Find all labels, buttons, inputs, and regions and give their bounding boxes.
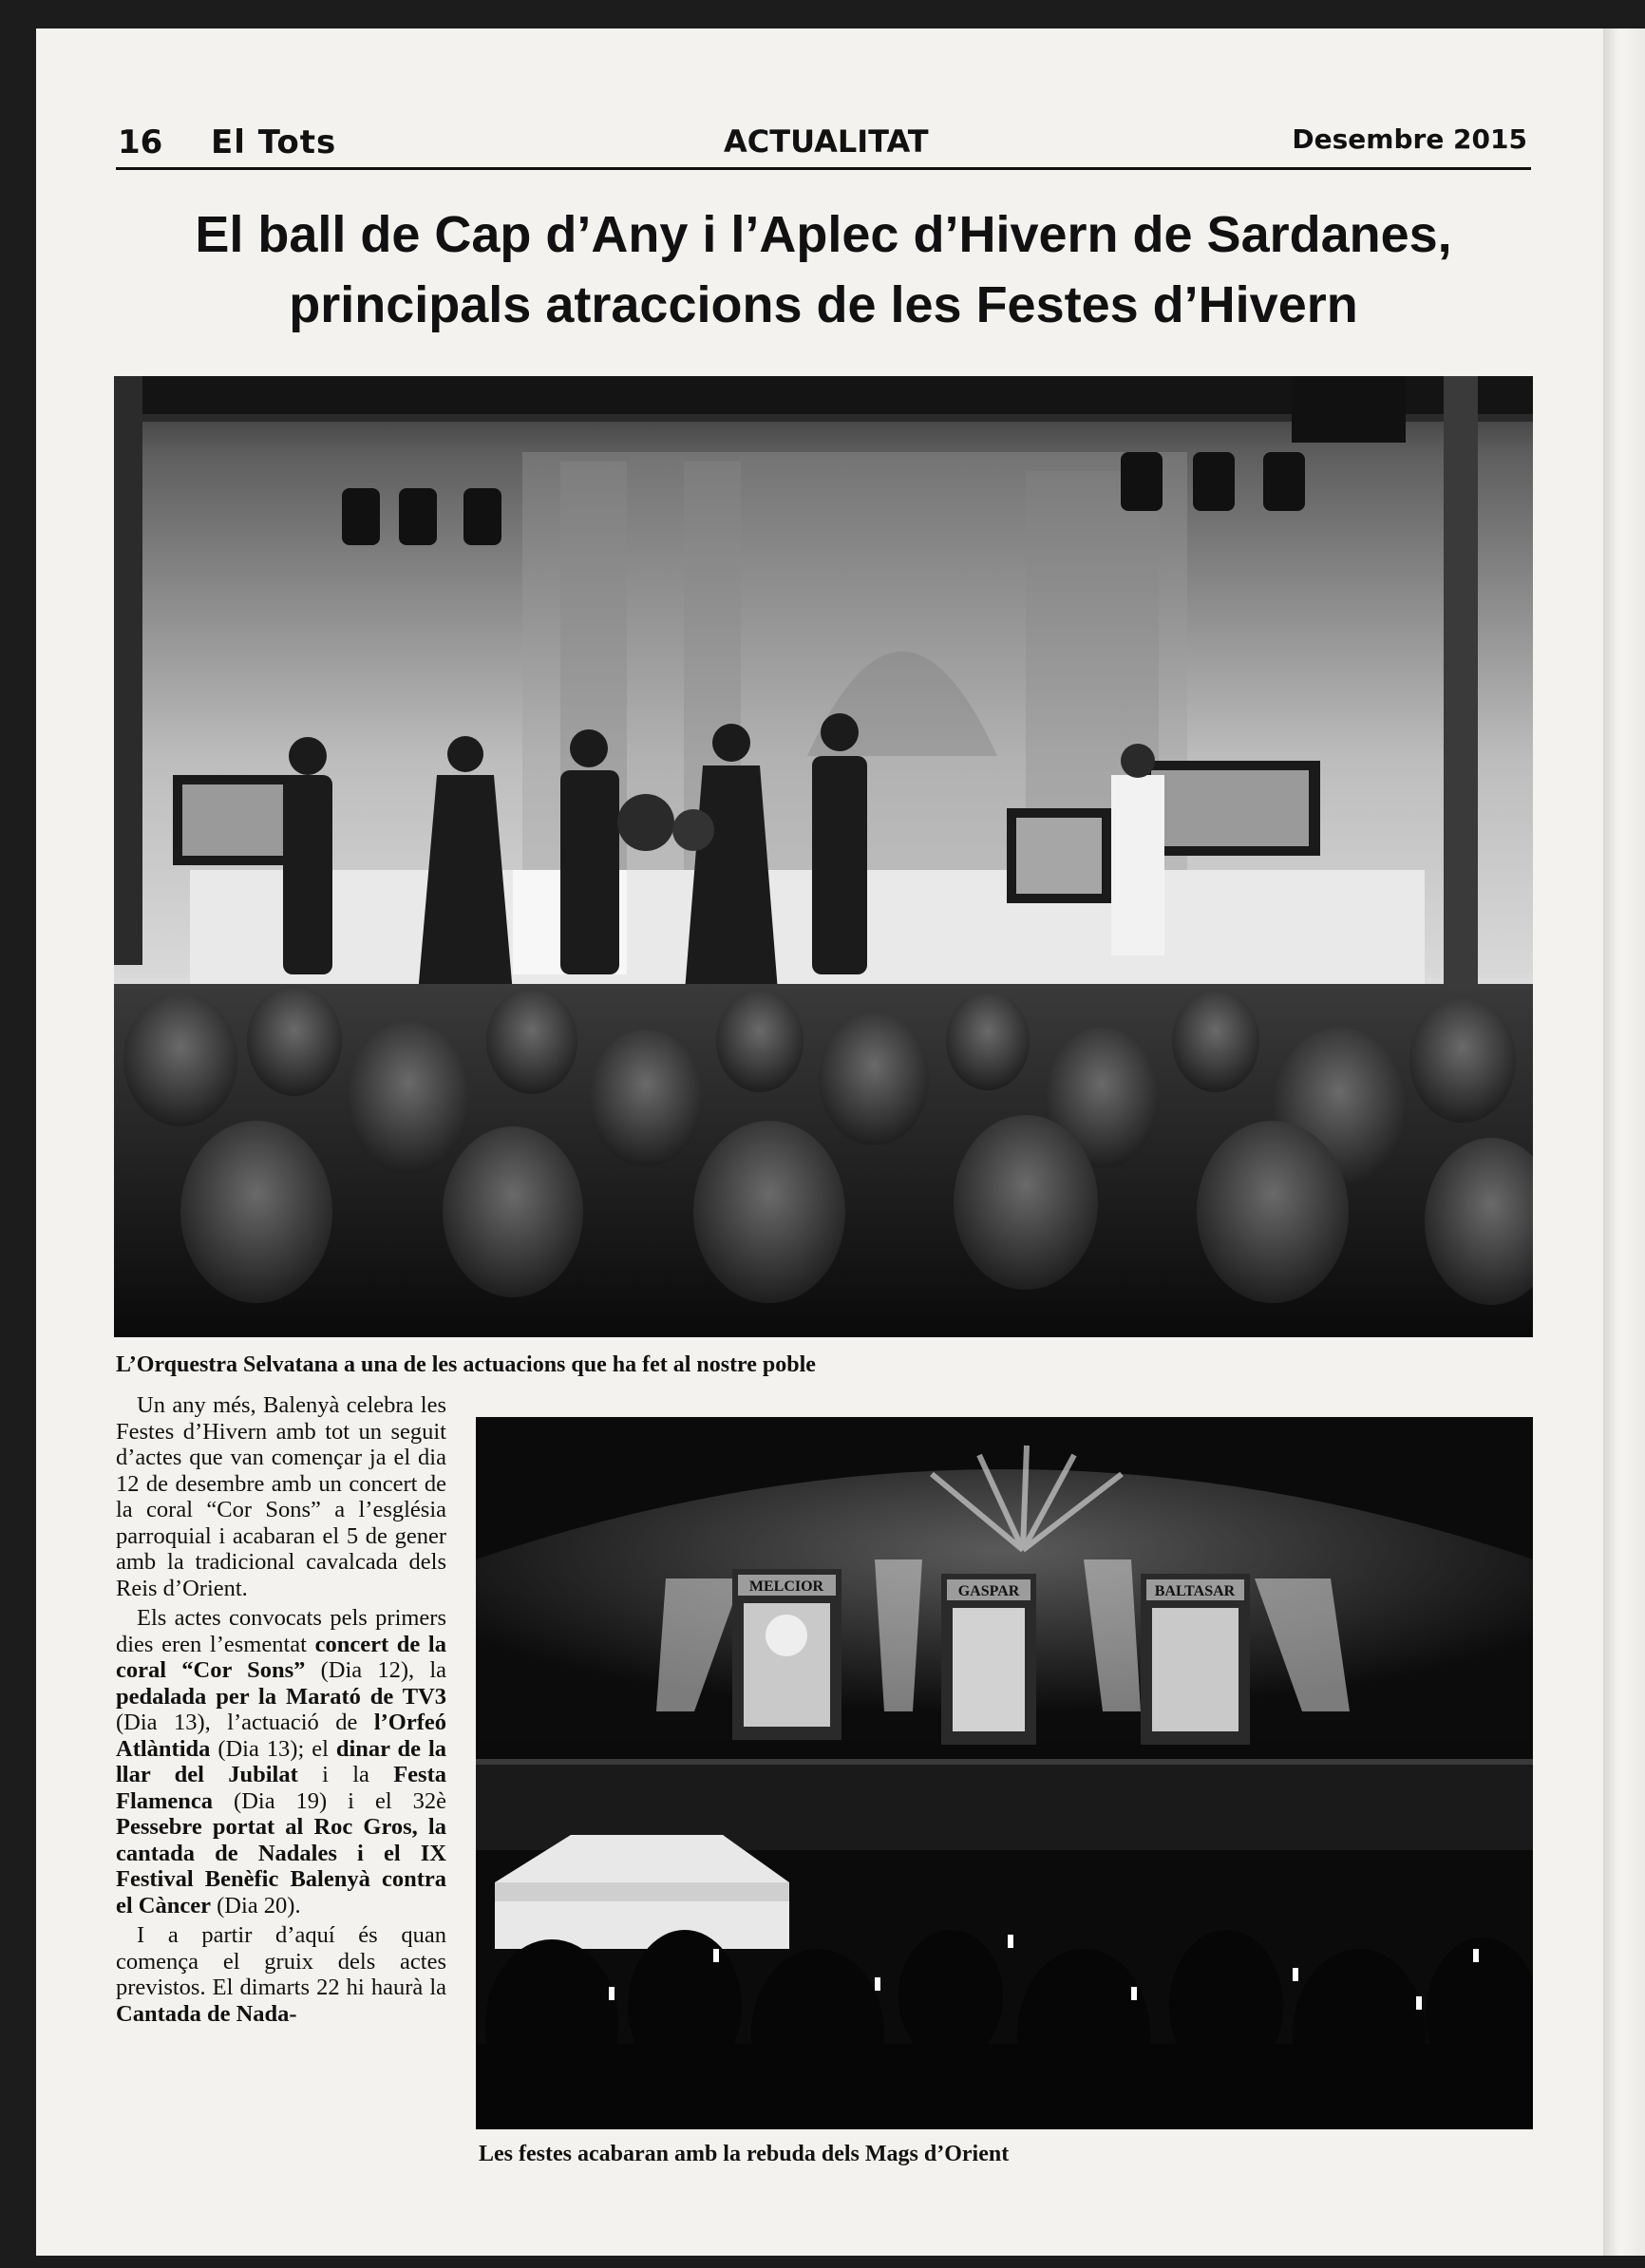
p2-text-5: i la	[297, 1762, 394, 1787]
article-body-column	[116, 1392, 446, 2031]
page-number: 16	[118, 123, 163, 161]
orchestra-photo-caption: L’Orquestra Selvatana a una de les actuacions que ha fet al nostre poble	[116, 1352, 816, 1377]
p3-text-1: I a partir d’aquí és quan comença el gruix dels actes previstos. El dimarts 22 hi haurà la	[116, 1922, 446, 2000]
baltasar-sign: BALTASAR	[1154, 1583, 1236, 1599]
section-title: ACTUALITAT	[724, 123, 929, 160]
issue-date: Desembre 2015	[1292, 123, 1527, 155]
orchestra-photo-graphic	[114, 376, 1533, 1337]
headline-line-1: El ball de Cap d’Any i l’Aplec d’Hivern de Sardanes,	[195, 206, 1452, 263]
publication-name: El Tots	[211, 123, 337, 161]
p2-text-1: Els actes convocats pels primers dies eren l’esmentat	[116, 1605, 446, 1657]
three-kings-photo-caption: Les festes acabaran amb la rebuda dels Mags d’Orient	[479, 2142, 1010, 2166]
p2-bold-3: l’Orfeó Atlàntida	[116, 1710, 446, 1762]
p2-text-2: (Dia 12), la	[305, 1657, 447, 1683]
p2-bold-5: Festa Flamenca	[116, 1762, 446, 1814]
p2-text-6: (Dia 19) i el 32è	[213, 1787, 446, 1814]
paragraph-2	[116, 1605, 446, 1918]
p2-bold-6: Pessebre portat al Roc Gros, la cantada de Nadales i el IX Festival Benèfic Balenyà contra el Càncer	[116, 1814, 446, 1918]
melcior-sign: MELCIOR	[748, 1578, 824, 1595]
three-kings-photo	[476, 1417, 1533, 2129]
article-headline	[116, 199, 1531, 340]
paragraph-1: Un any més, Balenyà celebra les Festes d’Hivern amb tot un seguit d’actes que van començar ja el dia 12 de desembre amb un concert de la coral “Cor Sons” a l’església parroquial i acabaran el 5 de gener amb la tradicional cavalcada dels Reis d’Orient.	[116, 1392, 446, 1601]
p2-text-4: (Dia 13); el	[210, 1735, 336, 1762]
p2-bold-4: dinar de la llar del Jubilat	[116, 1735, 446, 1787]
p2-text-7: (Dia 20).	[211, 1892, 301, 1918]
orchestra-photo	[114, 376, 1533, 1337]
paragraph-3	[116, 1922, 446, 2027]
p3-bold-1: Cantada de Nada-	[116, 2000, 297, 2027]
page-header	[116, 122, 1531, 170]
gaspar-sign: GASPAR	[957, 1583, 1020, 1599]
headline-line-2: principals atraccions de les Festes d’Hivern	[289, 276, 1358, 333]
page-spine	[1603, 28, 1645, 2256]
p2-bold-2: pedalada per la Marató de TV3	[116, 1683, 446, 1710]
three-kings-photo-graphic	[476, 1417, 1533, 2129]
p2-text-3: (Dia 13), l’actuació de	[116, 1710, 374, 1735]
p2-bold-1: concert de la coral “Cor Sons”	[116, 1631, 446, 1683]
